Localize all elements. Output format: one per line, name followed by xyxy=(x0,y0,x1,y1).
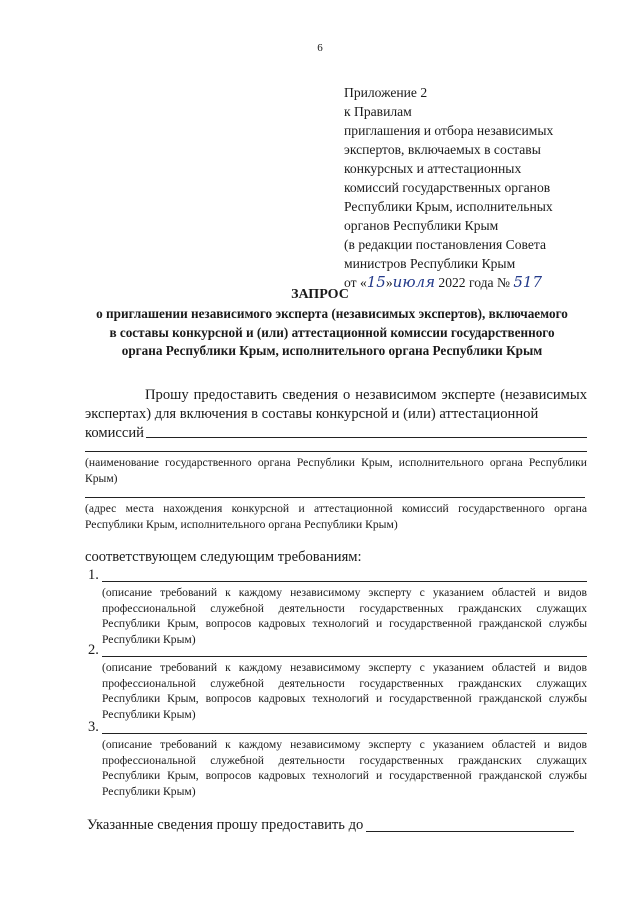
page-number: 6 xyxy=(317,42,323,54)
requirement-number: 1. xyxy=(88,567,99,583)
requirement-note: (описание требований к каждому независимому эксперту с указанием областей и видов профессиональной служебной деятельности государственных гражданских служащих Республики Крым, вопросов кадровых технологий и государственной гражданской службы Республики Крым) xyxy=(102,586,587,646)
requirement-note: (описание требований к каждому независимому эксперту с указанием областей и видов профессиональной служебной деятельности государственных гражданских служащих Республики Крым, вопросов кадровых технологий и государственной гражданской службы Республики Крым) xyxy=(102,738,587,798)
document-title: ЗАПРОС xyxy=(291,287,349,302)
appendix-line: (в редакции постановления Совета xyxy=(344,237,547,252)
date-mid: » xyxy=(385,275,393,290)
date-year: 2022 года № xyxy=(435,275,514,290)
appendix-line: Республики Крым, исполнительных xyxy=(344,199,553,214)
commission-fill-line xyxy=(146,437,587,438)
handwritten-day: 15 xyxy=(366,273,386,291)
appendix-line: к Правилам xyxy=(344,104,412,119)
appendix-line: органов Республики Крым xyxy=(344,218,499,233)
appendix-line: приглашения и отбора независимых xyxy=(344,123,554,138)
requirement-fill-line xyxy=(102,733,587,734)
requirement-note: (описание требований к каждому независимому эксперту с указанием областей и видов профессиональной служебной деятельности государственных гражданских служащих Республики Крым, вопросов кадровых технологий и государственной гражданской службы Республики Крым) xyxy=(102,661,587,721)
appendix-line: министров Республики Крым xyxy=(344,256,516,271)
deadline-fill-line xyxy=(366,831,574,832)
request-paragraph: Прошу предоставить сведения о независимом эксперте (независимых экспертах) для включения в составы конкурсной и (или) аттестационной xyxy=(85,387,587,422)
appendix-line: Приложение 2 xyxy=(344,85,428,100)
requirements-intro: соответствующем следующим требованиям: xyxy=(85,549,362,565)
address-note: (адрес места нахождения конкурсной и аттестационной комиссий государственного органа Республики Крым, исполнительного органа Республики Крым) xyxy=(85,502,587,531)
handwritten-number: 517 xyxy=(513,273,542,291)
requirement-fill-line xyxy=(102,656,587,657)
document-subtitle: о приглашении независимого эксперта (независимых экспертов), включаемого в составы конкурсной и (или) аттестационной комиссии государственного органа Республики Крым, исполнительного органа Республики Крым xyxy=(96,306,568,358)
date-prefix: от « xyxy=(344,275,367,290)
appendix-line: комиссий государственных органов xyxy=(344,180,551,195)
org-name-note: (наименование государственного органа Республики Крым, исполнительного органа Республики Крым) xyxy=(85,456,587,485)
appendix-line: конкурсных и аттестационных xyxy=(344,161,522,176)
deadline-text: Указанные сведения прошу предоставить до xyxy=(87,817,364,833)
appendix-line: экспертов, включаемых в составы xyxy=(344,142,541,157)
org-name-fill-line xyxy=(85,451,587,452)
requirement-number: 3. xyxy=(88,719,99,735)
appendix-header xyxy=(344,83,614,292)
requirement-number: 2. xyxy=(88,642,99,658)
handwritten-month: июля xyxy=(392,273,436,291)
address-fill-line xyxy=(85,497,585,498)
commission-word: комиссий xyxy=(85,425,144,441)
requirement-fill-line xyxy=(102,581,587,582)
